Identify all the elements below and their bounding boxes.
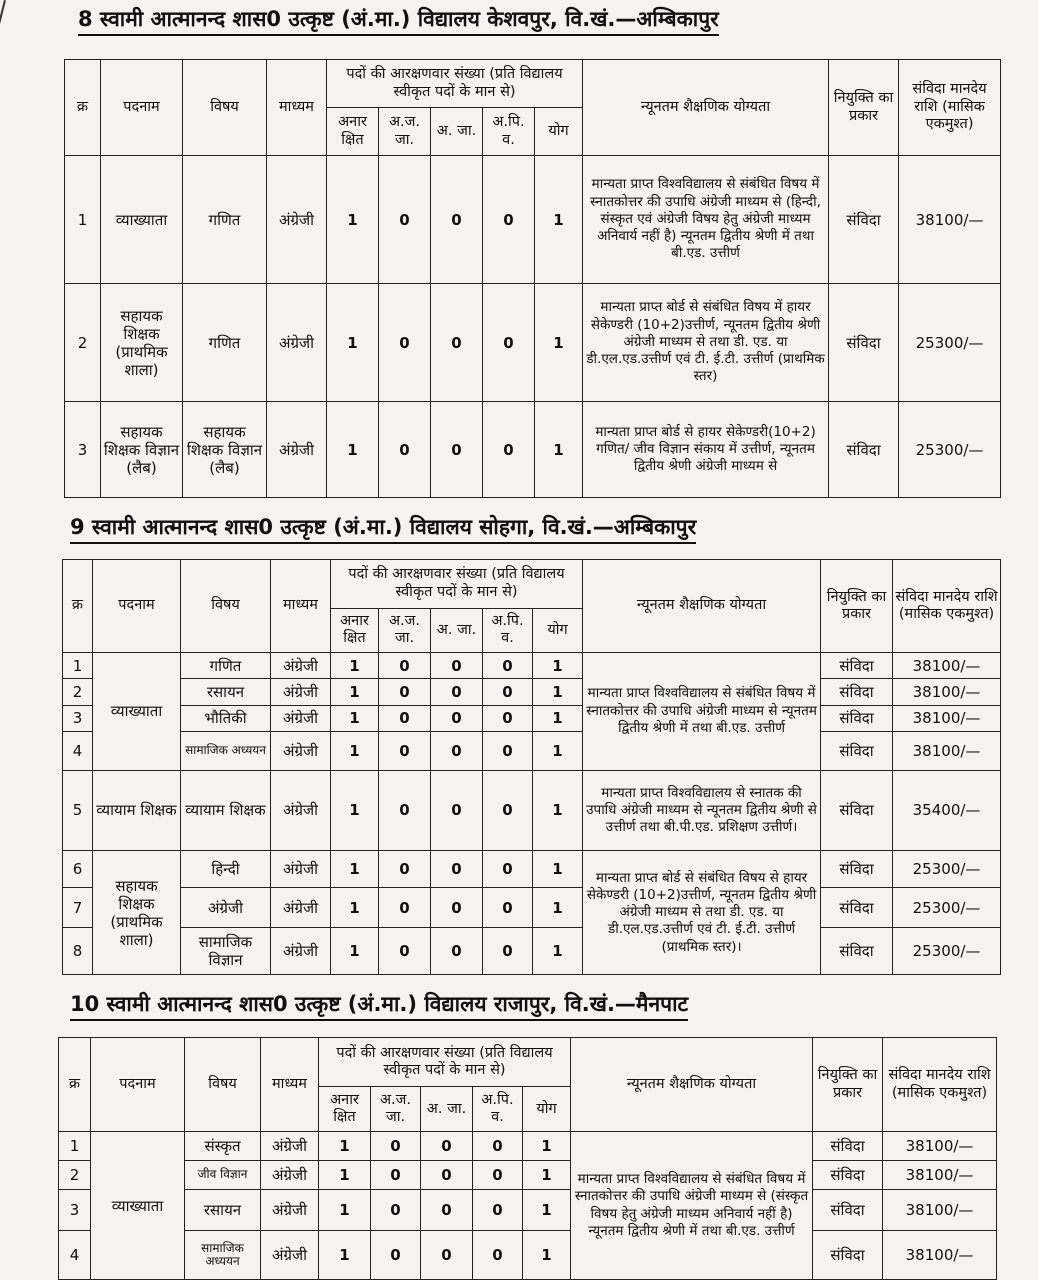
table-row: [63, 679, 1001, 705]
cell-obc: 0: [473, 1189, 523, 1230]
cell-obc: 0: [473, 1161, 523, 1190]
cell-honorarium: 38100/—: [883, 1161, 997, 1190]
header-total: योग: [523, 1087, 571, 1132]
cell-sno: 4: [59, 1230, 91, 1279]
cell-post: सहायक शिक्षक (प्राथमिक शाला): [101, 284, 183, 402]
cell-unreserved: 1: [331, 653, 379, 679]
cell-subject: अंग्रेजी: [181, 887, 271, 927]
cell-sc: 0: [431, 928, 483, 975]
cell-post: व्याख्याता: [91, 1132, 185, 1280]
table-row: [65, 284, 1001, 402]
cell-obc: 0: [483, 732, 533, 770]
cell-honorarium: 25300/—: [893, 928, 1001, 975]
cell-total: 1: [535, 284, 583, 402]
cell-obc: 0: [483, 284, 535, 402]
cell-unreserved: 1: [319, 1189, 371, 1230]
header-qualification: न्यूनतम शैक्षणिक योग्यता: [583, 560, 821, 653]
cell-st: 0: [379, 156, 431, 284]
cell-sc: 0: [431, 679, 483, 705]
cell-medium: अंग्रेजी: [267, 156, 327, 284]
cell-unreserved: 1: [331, 679, 379, 705]
cell-subject: जीव विज्ञान: [185, 1161, 261, 1190]
cell-medium: अंग्रेजी: [271, 679, 331, 705]
cell-appointment-type: संविदा: [813, 1132, 883, 1161]
cell-sno: 2: [65, 284, 101, 402]
cell-medium: अंग्रेजी: [271, 732, 331, 770]
cell-honorarium: 25300/—: [893, 851, 1001, 887]
cell-appointment-type: संविदा: [813, 1230, 883, 1279]
section-9-table: [62, 559, 1001, 975]
cell-medium: अंग्रेजी: [271, 705, 331, 731]
cell-st: 0: [379, 705, 431, 731]
cell-unreserved: 1: [331, 851, 379, 887]
cell-medium: अंग्रेजी: [267, 402, 327, 498]
cell-total: 1: [533, 705, 583, 731]
section-8-title: 8 स्वामी आत्मानन्द शास0 उत्कृष्ट (अं.मा.) विद्यालय केशवपुर, वि.खं.—अम्बिकापुर: [78, 4, 719, 36]
header-post: पदनाम: [91, 1038, 185, 1132]
table-row: [59, 1161, 997, 1190]
cell-st: 0: [379, 679, 431, 705]
header-post: पदनाम: [93, 560, 181, 653]
cell-unreserved: 1: [319, 1161, 371, 1190]
cell-st: 0: [371, 1230, 421, 1279]
cell-sno: 1: [63, 653, 93, 679]
header-subject: विषय: [181, 560, 271, 653]
cell-subject: संस्कृत: [185, 1132, 261, 1161]
header-subject: विषय: [185, 1038, 261, 1132]
table-row: [59, 1230, 997, 1279]
cell-total: 1: [533, 770, 583, 851]
cell-honorarium: 25300/—: [899, 284, 1001, 402]
cell-sno: 3: [59, 1189, 91, 1230]
header-sc: अ. जा.: [431, 108, 483, 156]
cell-unreserved: 1: [327, 402, 379, 498]
header-honorarium: संविदा मानदेय राशि (मासिक एकमुश्त): [883, 1038, 997, 1132]
cell-sno: 1: [59, 1132, 91, 1161]
cell-qualification: मान्यता प्राप्त विश्वविद्यालय से संबंधित विषय में स्नातकोत्तर की उपाधि अंग्रेजी माध्यम से (संस्कृत विषय हेतु अंग्रेजी माध्यम अनिवार्य नहीं है) न्यूनतम द्वितीय श्रेणी में तथा बी.एड. उत्तीर्ण: [571, 1132, 813, 1280]
cell-total: 1: [535, 156, 583, 284]
cell-sc: 0: [431, 887, 483, 927]
header-subject: विषय: [183, 60, 267, 156]
cell-sno: 5: [63, 770, 93, 851]
cell-medium: अंग्रेजी: [261, 1189, 319, 1230]
section-10-table: [58, 1037, 997, 1280]
table-row: [63, 732, 1001, 770]
cell-total: 1: [523, 1230, 571, 1279]
cell-honorarium: 38100/—: [899, 156, 1001, 284]
cell-medium: अंग्रेजी: [261, 1161, 319, 1190]
header-medium: माध्यम: [271, 560, 331, 653]
cell-unreserved: 1: [331, 928, 379, 975]
cell-total: 1: [533, 851, 583, 887]
cell-obc: 0: [473, 1132, 523, 1161]
header-medium: माध्यम: [261, 1038, 319, 1132]
section-9-title: 9 स्वामी आत्मानन्द शास0 उत्कृष्ट (अं.मा.) विद्यालय सोहगा, वि.खं.—अम्बिकापुर: [70, 512, 696, 544]
header-medium: माध्यम: [267, 60, 327, 156]
cell-medium: अंग्रेजी: [271, 928, 331, 975]
cell-subject: गणित: [183, 284, 267, 402]
cell-post: व्याख्याता: [93, 653, 181, 770]
cell-honorarium: 38100/—: [893, 732, 1001, 770]
cell-subject: भौतिकी: [181, 705, 271, 731]
cell-sc: 0: [421, 1132, 473, 1161]
cell-appointment-type: संविदा: [829, 402, 899, 498]
cell-sc: 0: [431, 653, 483, 679]
table-row: [59, 1132, 997, 1161]
header-obc: अ.पि. व.: [483, 108, 535, 156]
cell-total: 1: [523, 1161, 571, 1190]
header-total: योग: [533, 608, 583, 653]
header-qualification: न्यूनतम शैक्षणिक योग्यता: [583, 60, 829, 156]
header-sno: क्र: [63, 560, 93, 653]
cell-honorarium: 38100/—: [893, 653, 1001, 679]
table-row: [63, 705, 1001, 731]
header-total: योग: [535, 108, 583, 156]
cell-sc: 0: [431, 732, 483, 770]
cell-subject: गणित: [183, 156, 267, 284]
header-honorarium: संविदा मानदेय राशि (मासिक एकमुश्त): [893, 560, 1001, 653]
cell-sno: 3: [63, 705, 93, 731]
header-appointment-type: नियुक्ति का प्रकार: [829, 60, 899, 156]
cell-st: 0: [371, 1132, 421, 1161]
cell-appointment-type: संविदा: [821, 851, 893, 887]
cell-total: 1: [533, 653, 583, 679]
cell-sno: 2: [59, 1161, 91, 1190]
cell-subject: रसायन: [181, 679, 271, 705]
cell-total: 1: [535, 402, 583, 498]
cell-post: व्यायाम शिक्षक: [93, 770, 181, 851]
header-reservation: पदों की आरक्षणवार संख्या (प्रति विद्यालय स्वीकृत पदों के मान से): [319, 1038, 571, 1087]
cell-sc: 0: [421, 1161, 473, 1190]
cell-honorarium: 38100/—: [883, 1189, 997, 1230]
cell-obc: 0: [483, 705, 533, 731]
cell-sc: 0: [431, 851, 483, 887]
cell-sno: 3: [65, 402, 101, 498]
header-appointment-type: नियुक्ति का प्रकार: [813, 1038, 883, 1132]
cell-total: 1: [533, 679, 583, 705]
cell-appointment-type: संविदा: [821, 653, 893, 679]
cell-sno: 4: [63, 732, 93, 770]
cell-unreserved: 1: [331, 705, 379, 731]
header-reservation: पदों की आरक्षणवार संख्या (प्रति विद्यालय स्वीकृत पदों के मान से): [327, 60, 583, 108]
table-row: [59, 1189, 997, 1230]
cell-total: 1: [533, 732, 583, 770]
cell-subject: सामाजिक अध्ययन: [181, 732, 271, 770]
header-appointment-type: नियुक्ति का प्रकार: [821, 560, 893, 653]
cell-obc: 0: [483, 887, 533, 927]
cell-medium: अंग्रेजी: [261, 1132, 319, 1161]
cell-appointment-type: संविदा: [821, 732, 893, 770]
cell-appointment-type: संविदा: [821, 679, 893, 705]
table-row: [63, 770, 1001, 851]
header-sno: क्र: [59, 1038, 91, 1132]
header-reservation: पदों की आरक्षणवार संख्या (प्रति विद्यालय स्वीकृत पदों के मान से): [331, 560, 583, 609]
cell-qualification: मान्यता प्राप्त विश्वविद्यालय से स्नातक की उपाधि अंग्रेजी माध्यम से न्यूनतम द्वितीय श्रेणी से उत्तीर्ण तथा बी.पी.एड. प्रशिक्षण उत्तीर्ण।: [583, 770, 821, 851]
cell-appointment-type: संविदा: [813, 1189, 883, 1230]
header-post: पदनाम: [101, 60, 183, 156]
cell-appointment-type: संविदा: [829, 156, 899, 284]
cell-qualification: मान्यता प्राप्त विश्वविद्यालय से संबंधित विषय में स्नातकोत्तर की उपाधि अंग्रेजी माध्यम से न्यूनतम द्वितीय श्रेणी में तथा बी.एड. उत्तीर्ण: [583, 653, 821, 770]
header-obc: अ.पि. व.: [473, 1087, 523, 1132]
cell-unreserved: 1: [327, 284, 379, 402]
cell-qualification: मान्यता प्राप्त बोर्ड से संबंधित विषय से हायर सेकेण्डरी (10+2)उत्तीर्ण, न्यूनतम द्वितीय श्रेणी अंग्रेजी माध्यम से तथा डी. एड. या डी.एल.एड.उत्तीर्ण एवं टी. ई.टी. उत्तीर्ण (प्राथमिक स्तर)।: [583, 851, 821, 975]
cell-medium: अंग्रेजी: [271, 770, 331, 851]
cell-appointment-type: संविदा: [821, 705, 893, 731]
cell-sc: 0: [431, 284, 483, 402]
cell-honorarium: 38100/—: [893, 705, 1001, 731]
cell-unreserved: 1: [319, 1230, 371, 1279]
cell-medium: अंग्रेजी: [271, 653, 331, 679]
cell-obc: 0: [483, 851, 533, 887]
header-st: अ.ज. जा.: [379, 108, 431, 156]
cell-appointment-type: संविदा: [813, 1161, 883, 1190]
header-honorarium: संविदा मानदेय राशि (मासिक एकमुश्त): [899, 60, 1001, 156]
cell-post: व्याख्याता: [101, 156, 183, 284]
header-obc: अ.पि. व.: [483, 608, 533, 653]
table-row: [65, 402, 1001, 498]
cell-st: 0: [379, 851, 431, 887]
cell-medium: अंग्रेजी: [271, 887, 331, 927]
cell-obc: 0: [473, 1230, 523, 1279]
cell-sno: 1: [65, 156, 101, 284]
header-unreserved: अनार क्षित: [327, 108, 379, 156]
cell-unreserved: 1: [327, 156, 379, 284]
header-st: अ.ज. जा.: [371, 1087, 421, 1132]
cell-total: 1: [533, 887, 583, 927]
cell-subject: गणित: [181, 653, 271, 679]
header-sno: क्र: [65, 60, 101, 156]
cell-honorarium: 25300/—: [893, 887, 1001, 927]
cell-total: 1: [523, 1189, 571, 1230]
table-row: [63, 653, 1001, 679]
cell-unreserved: 1: [331, 732, 379, 770]
cell-appointment-type: संविदा: [821, 928, 893, 975]
cell-appointment-type: संविदा: [821, 770, 893, 851]
cell-post: सहायक शिक्षक विज्ञान (लैब): [101, 402, 183, 498]
cell-st: 0: [379, 887, 431, 927]
cell-sno: 7: [63, 887, 93, 927]
header-st: अ.ज. जा.: [379, 608, 431, 653]
cell-sc: 0: [431, 156, 483, 284]
cell-sno: 2: [63, 679, 93, 705]
section-10-title: 10 स्वामी आत्मानन्द शास0 उत्कृष्ट (अं.मा.) विद्यालय राजापुर, वि.खं.—मैनपाट: [70, 989, 688, 1021]
cell-subject: सामाजिक अध्ययन: [185, 1230, 261, 1279]
cell-medium: अंग्रेजी: [271, 851, 331, 887]
cell-st: 0: [379, 284, 431, 402]
cell-qualification: मान्यता प्राप्त विश्वविद्यालय से संबंधित विषय में स्नातकोत्तर की उपाधि अंग्रेजी माध्यम से (हिन्दी, संस्कृत एवं अंग्रेजी विषय हेतु अंग्रेजी माध्यम अनिवार्य नहीं है) न्यूनतम द्वितीय श्रेणी में तथा बी.एड. उत्तीर्ण: [583, 156, 829, 284]
cell-post: सहायक शिक्षक (प्राथमिक शाला): [93, 851, 181, 975]
cell-sc: 0: [431, 770, 483, 851]
cell-st: 0: [379, 402, 431, 498]
cell-unreserved: 1: [331, 770, 379, 851]
cell-unreserved: 1: [331, 887, 379, 927]
cell-total: 1: [523, 1132, 571, 1161]
cell-honorarium: 38100/—: [883, 1132, 997, 1161]
cell-st: 0: [379, 653, 431, 679]
cell-obc: 0: [483, 402, 535, 498]
cell-sc: 0: [431, 402, 483, 498]
cell-honorarium: 38100/—: [893, 679, 1001, 705]
cell-sc: 0: [421, 1230, 473, 1279]
cell-honorarium: 35400/—: [893, 770, 1001, 851]
cell-sc: 0: [421, 1189, 473, 1230]
cell-appointment-type: संविदा: [821, 887, 893, 927]
cell-st: 0: [371, 1189, 421, 1230]
cell-appointment-type: संविदा: [829, 284, 899, 402]
cell-sno: 8: [63, 928, 93, 975]
cell-subject: रसायन: [185, 1189, 261, 1230]
cell-st: 0: [379, 770, 431, 851]
table-row: [63, 887, 1001, 927]
table-row: [63, 928, 1001, 975]
cell-obc: 0: [483, 156, 535, 284]
cell-honorarium: 25300/—: [899, 402, 1001, 498]
header-unreserved: अनार क्षित: [319, 1087, 371, 1132]
table-row: [65, 156, 1001, 284]
cell-sc: 0: [431, 705, 483, 731]
header-unreserved: अनार क्षित: [331, 608, 379, 653]
cell-obc: 0: [483, 679, 533, 705]
cell-total: 1: [533, 928, 583, 975]
cell-subject: सामाजिक विज्ञान: [181, 928, 271, 975]
cell-st: 0: [379, 928, 431, 975]
section-8-table: [64, 59, 1001, 498]
cell-obc: 0: [483, 770, 533, 851]
cell-qualification: मान्यता प्राप्त बोर्ड से संबंधित विषय में हायर सेकेण्डरी (10+2)उत्तीर्ण, न्यूनतम द्वितीय श्रेणी अंग्रेजी माध्यम से तथा डी. एड. या डी.एल.एड.उत्तीर्ण एवं टी. ई.टी. उत्तीर्ण (प्राथमिक स्तर): [583, 284, 829, 402]
cell-subject: सहायक शिक्षक विज्ञान (लैब): [183, 402, 267, 498]
header-sc: अ. जा.: [421, 1087, 473, 1132]
cell-medium: अंग्रेजी: [261, 1230, 319, 1279]
cell-sno: 6: [63, 851, 93, 887]
cell-subject: व्यायाम शिक्षक: [181, 770, 271, 851]
cell-subject: हिन्दी: [181, 851, 271, 887]
cell-st: 0: [371, 1161, 421, 1190]
cell-st: 0: [379, 732, 431, 770]
table-row: [63, 851, 1001, 887]
header-qualification: न्यूनतम शैक्षणिक योग्यता: [571, 1038, 813, 1132]
cell-medium: अंग्रेजी: [267, 284, 327, 402]
header-sc: अ. जा.: [431, 608, 483, 653]
cell-honorarium: 38100/—: [883, 1230, 997, 1279]
cell-qualification: मान्यता प्राप्त बोर्ड से हायर सेकेण्डरी(10+2) गणित/ जीव विज्ञान संकाय में उत्तीर्ण, न्यूनतम द्वितीय श्रेणी अंग्रेजी माध्यम से: [583, 402, 829, 498]
cell-unreserved: 1: [319, 1132, 371, 1161]
page-edge-line: [0, 0, 6, 146]
cell-obc: 0: [483, 653, 533, 679]
cell-obc: 0: [483, 928, 533, 975]
